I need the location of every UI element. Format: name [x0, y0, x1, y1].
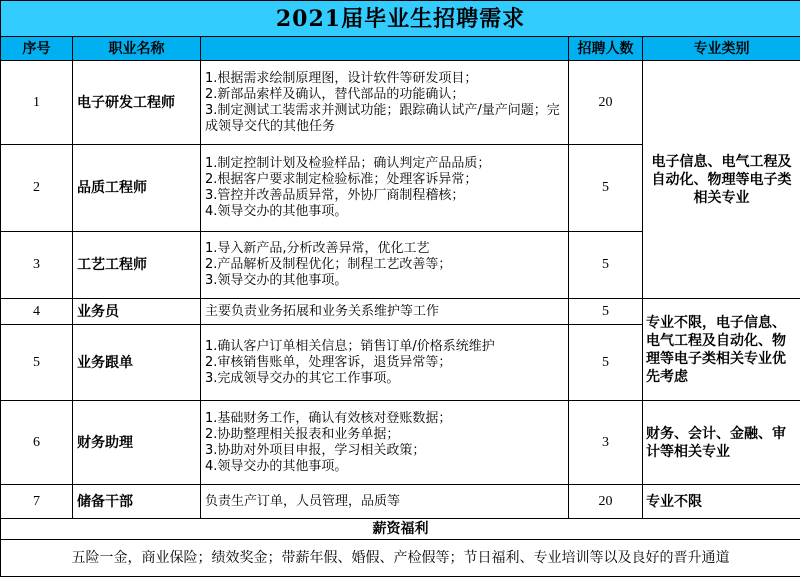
hire-count: 3: [569, 401, 643, 485]
table-row: [1, 299, 800, 325]
hire-count: 5: [569, 145, 643, 232]
hire-count: 5: [569, 325, 643, 401]
duty-line: 2.根据客户要求制定检验标准；处理客诉异常；: [205, 172, 478, 187]
row-index: 7: [1, 485, 73, 519]
page-title: 2021届毕业生招聘需求: [1, 1, 800, 37]
duty-line: 1.确认客户订单相关信息；销售订单/价格系统维护: [205, 338, 495, 354]
duty-line: 2.审核销售账单，处理客诉，退货异常等；: [205, 354, 452, 370]
duties-cell: [201, 485, 569, 519]
row-index: 3: [1, 232, 73, 299]
table-row: [1, 61, 800, 145]
row-index: 5: [1, 325, 73, 401]
header-position: 职业名称: [73, 37, 201, 61]
major-category: 专业不限，电子信息、电气工程及自动化、物理等电子类相关专业优先考虑: [643, 299, 800, 401]
duties-cell: [201, 401, 569, 485]
position-name: 储备干部: [73, 485, 201, 519]
table-row: [1, 401, 800, 485]
major-category: 电子信息、电气工程及自动化、物理等电子类相关专业: [643, 61, 800, 299]
duties-cell: [201, 232, 569, 299]
header-duties: [201, 37, 569, 61]
header-count: 招聘人数: [569, 37, 643, 61]
header-index: 序号: [1, 37, 73, 61]
header-major: 专业类别: [643, 37, 800, 61]
row-index: 2: [1, 145, 73, 232]
duty-line: 4.领导交办的其他事项。: [205, 458, 348, 474]
position-name: 业务跟单: [73, 325, 201, 401]
position-name: 电子研发工程师: [73, 61, 201, 145]
hire-count: 5: [569, 232, 643, 299]
duty-line: 4.领导交办的其他事项。: [205, 204, 348, 219]
position-name: 工艺工程师: [73, 232, 201, 299]
duty-line: 主要负责业务拓展和业务关系维护等工作: [205, 303, 440, 319]
major-category: 财务、会计、金融、审计等相关专业: [643, 401, 800, 485]
hire-count: 5: [569, 299, 643, 325]
position-name: 品质工程师: [73, 145, 201, 232]
duties-cell: [201, 325, 569, 401]
duty-line: 1.基础财务工作，确认有效核对登账数据；: [205, 410, 452, 426]
duty-line: 3.协助对外项目申报，学习相关政策；: [205, 442, 426, 458]
duty-line: 1.根据需求绘制原理图，设计软件等研发项目；: [205, 70, 478, 86]
duty-line: 2.产品解析及制程优化；制程工艺改善等；: [205, 257, 452, 272]
header-row: [1, 37, 800, 61]
hire-count: 20: [569, 485, 643, 519]
duties-cell: [201, 61, 569, 145]
duty-line: 3.管控并改善品质异常，外协厂商制程稽核；: [205, 188, 465, 203]
duties-cell: [201, 145, 569, 232]
duty-line: 1.制定控制计划及检验样品；确认判定产品品质；: [205, 156, 491, 171]
table-row: [1, 485, 800, 519]
row-index: 4: [1, 299, 73, 325]
benefits-text: 五险一金，商业保险；绩效奖金；带薪年假、婚假、产检假等；节日福利、专业培训等以及良好的晋升通道: [1, 540, 800, 577]
duty-line: 2.新部品索样及确认，替代部品的功能确认；: [205, 86, 465, 102]
duty-line: 3.领导交办的其他事项。: [205, 273, 348, 288]
duties-cell: [201, 299, 569, 325]
position-name: 财务助理: [73, 401, 201, 485]
benefits-heading: 薪资福利: [1, 519, 800, 540]
row-index: 6: [1, 401, 73, 485]
duty-line: 1.导入新产品,分析改善异常，优化工艺: [205, 241, 430, 256]
duty-line: 负责生产订单，人员管理，品质等: [205, 493, 401, 509]
hire-count: 20: [569, 61, 643, 145]
duty-line: 3.制定测试工装需求并测试功能；跟踪确认试产/量产问题；完成领导交代的其他任务: [205, 102, 560, 134]
duty-line: 2.协助整理相关报表和业务单据；: [205, 426, 400, 442]
position-name: 业务员: [73, 299, 201, 325]
duty-line: 3.完成领导交办的其它工作事项。: [205, 370, 400, 386]
major-category: 专业不限: [643, 485, 800, 519]
row-index: 1: [1, 61, 73, 145]
